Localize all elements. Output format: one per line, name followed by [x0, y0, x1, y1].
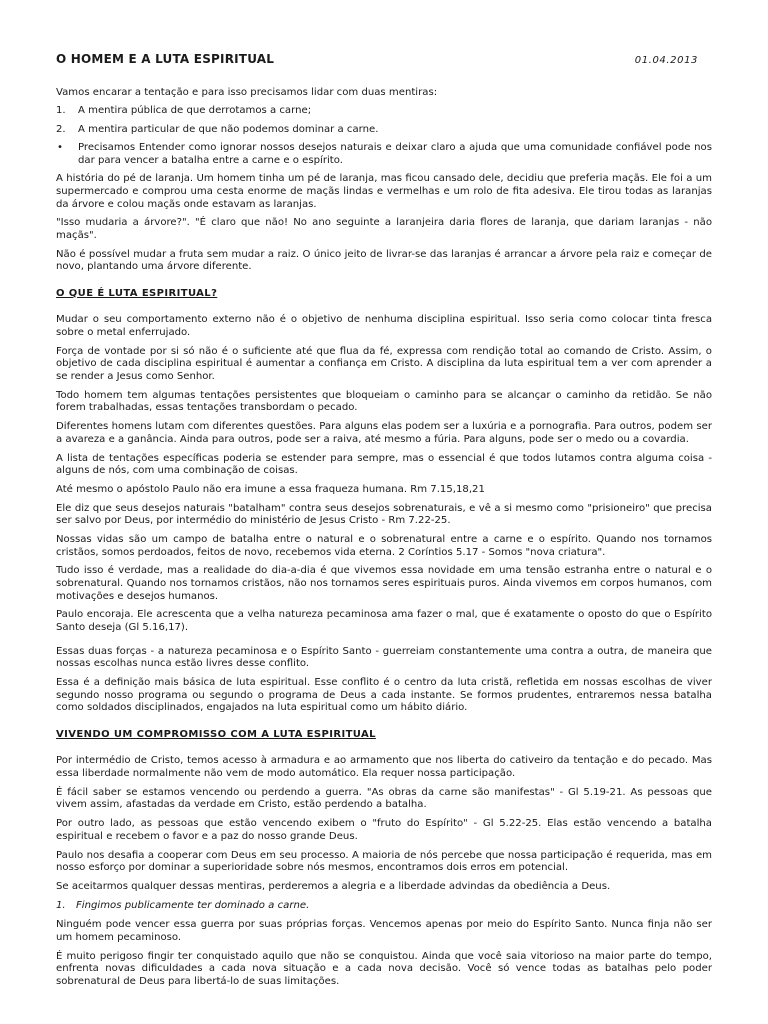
paragraph: Força de vontade por si só não é o suficiente até que flua da fé, expressa com rendição total ao comando de Cristo. Assim, o objetivo de cada disciplina espiritual é aumentar a confiança em Cristo. A disciplina da luta espiritual tem a ver com aprender a se render a Jesus como Senhor. — [56, 345, 712, 383]
paragraph: A história do pé de laranja. Um homem tinha um pé de laranja, mas ficou cansado dele, decidiu que preferia maçãs. Ele foi a um supermercado e comprou uma cesta enorme de maçãs lindas e vermelhas e um rolo de fita adesiva. Ele tirou todas as laranjas da árvore e colou maçãs onde estavam as laranjas. — [56, 173, 712, 210]
paragraph: Paulo encoraja. Ele acrescenta que a velha natureza pecaminosa ama fazer o mal, que é exatamente o oposto do que o Espírito Santo deseja (Gl 5.16,17). — [56, 609, 712, 634]
numbered-subheading — [56, 900, 712, 913]
paragraph: Paulo nos desafia a cooperar com Deus em seu processo. A maioria de nós percebe que nossa participação é requerida, mas em nosso esforço por dominar a superioridade sobre nós mesmos, encontramos dois erros em potencial. — [56, 849, 712, 874]
paragraph: É muito perigoso fingir ter conquistado aquilo que não se conquistou. Ainda que você saia vitorioso na maior parte do tempo, enfrenta novas dificuldades a cada nova situação e a cada nova decisão. Você só vence todas as batalhas pelo poder sobrenatural de Deus para libertá-lo de suas limitações. — [56, 950, 712, 987]
paragraph: Ninguém pode vencer essa guerra por suas próprias forças. Vencemos apenas por meio do Espírito Santo. Nunca finja não ser um homem pecaminoso. — [56, 919, 712, 943]
paragraph: É fácil saber se estamos vencendo ou perdendo a guerra. "As obras da carne são manifestas" - Gl 5.19-21. As pessoas que vivem assim, afastadas da verdade em Cristo, estão perdendo a batalha. — [56, 786, 712, 811]
paragraph: "Isso mudaria a árvore?". "É claro que não! No ano seguinte a laranjeira daria flores de laranja, que dariam laranjas - não maçãs". — [56, 217, 712, 241]
bullet-item — [56, 142, 712, 167]
paragraph: Não é possível mudar a fruta sem mudar a raiz. O único jeito de livrar-se das laranjas é arrancar a árvore pela raiz e começar de novo, plantando uma árvore diferente. — [56, 248, 712, 273]
paragraph: Diferentes homens lutam com diferentes questões. Para alguns elas podem ser a luxúria e a pornografia. Para outros, podem ser a avareza e a ganância. Ainda para outros, pode ser a raiva, até mesmo a fúria. Para alguns, pode ser o medo ou a covardia. — [56, 421, 712, 445]
bullet-icon: • — [57, 142, 63, 154]
paragraph: Por intermédio de Cristo, temos acesso à armadura e ao armamento que nos liberta do cativeiro da tentação e do pecado. Mas essa liberdade normalmente não vem de modo automático. Ela requer nossa participação. — [56, 755, 712, 779]
bullet-item-text: Precisamos Entender como ignorar nossos desejos naturais e deixar claro a ajuda que uma comunidade confiável pode nos dar para vencer a batalha entre a carne e o espírito. — [78, 142, 712, 166]
subheading-number: 1. — [56, 899, 66, 911]
paragraph: Tudo isso é verdade, mas a realidade do dia-a-dia é que vivemos essa novidade em uma tensão estranha entre o natural e o sobrenatural. Quando nos tornamos cristãos, não nos tornamos seres espirituais puros. Ainda vivemos em corpos humanos, com motivações e desejos humanos. — [56, 565, 712, 602]
paragraph: A lista de tentações específicas poderia se estender para sempre, mas o essencial é que todos lutamos contra alguma coisa - alguns de nós, com uma combinação de coisas. — [56, 452, 712, 477]
mentiras-list — [56, 105, 712, 136]
list-item-number: 2. — [56, 123, 66, 135]
paragraph: Por outro lado, as pessoas que estão vencendo exibem o "fruto do Espírito" - Gl 5.22-25. Elas estão vencendo a batalha espiritual e recebem o favor e a paz do nosso grande Deus. — [56, 818, 712, 842]
bullet-list — [56, 142, 712, 167]
paragraph: Ele diz que seus desejos naturais "batalham" contra seus desejos sobrenaturais, e vê a si mesmo como "prisioneiro" que precisa ser salvo por Deus, por intermédio do ministério de Jesus Cristo - Rm 7.22-25. — [56, 502, 712, 527]
document-date: 01.04.2013 — [634, 55, 698, 66]
intro-paragraph: Vamos encarar a tentação e para isso precisamos lidar com duas mentiras: — [56, 86, 438, 98]
paragraph: Essas duas forças - a natureza pecaminosa e o Espírito Santo - guerreiam constantemente uma contra a outra, de maneira que nossas escolhas nunca estão livres desse conflito. — [56, 645, 712, 670]
paragraph: Mudar o seu comportamento externo não é o objetivo de nenhuma disciplina espiritual. Isso seria como colocar tinta fresca sobre o metal enferrujado. — [56, 314, 712, 339]
paragraph: Nossas vidas são um campo de batalha entre o natural e o sobrenatural entre a carne e o espírito. Quando nos tornamos cristãos, somos perdoados, feitos de novo, recebemos vida eterna. 2 Coríntios 5.17 - Somos "nova criatura". — [56, 534, 712, 558]
paragraph: Essa é a definição mais básica de luta espiritual. Esse conflito é o centro da luta cristã, refletida em nossas escolhas de viver segundo nosso programa ou segundo o programa de Deus a cada instante. Se formos prudentes, entraremos nessa batalha como soldados disciplinados, engajados na luta espiritual como um hábito diário. — [56, 677, 712, 714]
title-row — [56, 53, 712, 68]
paragraph: Até mesmo o apóstolo Paulo não era imune a essa fraqueza humana. Rm 7.15,18,21 — [56, 483, 485, 495]
section-heading: VIVENDO UM COMPROMISSO COM A LUTA ESPIRITUAL — [56, 728, 376, 740]
document-title: O HOMEM E A LUTA ESPIRITUAL — [56, 52, 275, 66]
list-item — [56, 124, 712, 137]
paragraph: Todo homem tem algumas tentações persistentes que bloqueiam o caminho para se alcançar o caminho da retidão. Se não forem trabalhadas, essas tentações transbordam o pecado. — [56, 389, 712, 414]
list-item — [56, 105, 712, 118]
list-item-text: A mentira pública de que derrotamos a carne; — [78, 105, 312, 117]
list-item-text: A mentira particular de que não podemos dominar a carne. — [78, 123, 379, 135]
section-heading: O QUE É LUTA ESPIRITUAL? — [56, 287, 218, 299]
list-item-number: 1. — [56, 105, 66, 117]
paragraph: Se aceitarmos qualquer dessas mentiras, perderemos a alegria e a liberdade advindas da obediência a Deus. — [56, 880, 611, 892]
subheading-text: Fingimos publicamente ter dominado a carne. — [76, 899, 310, 911]
